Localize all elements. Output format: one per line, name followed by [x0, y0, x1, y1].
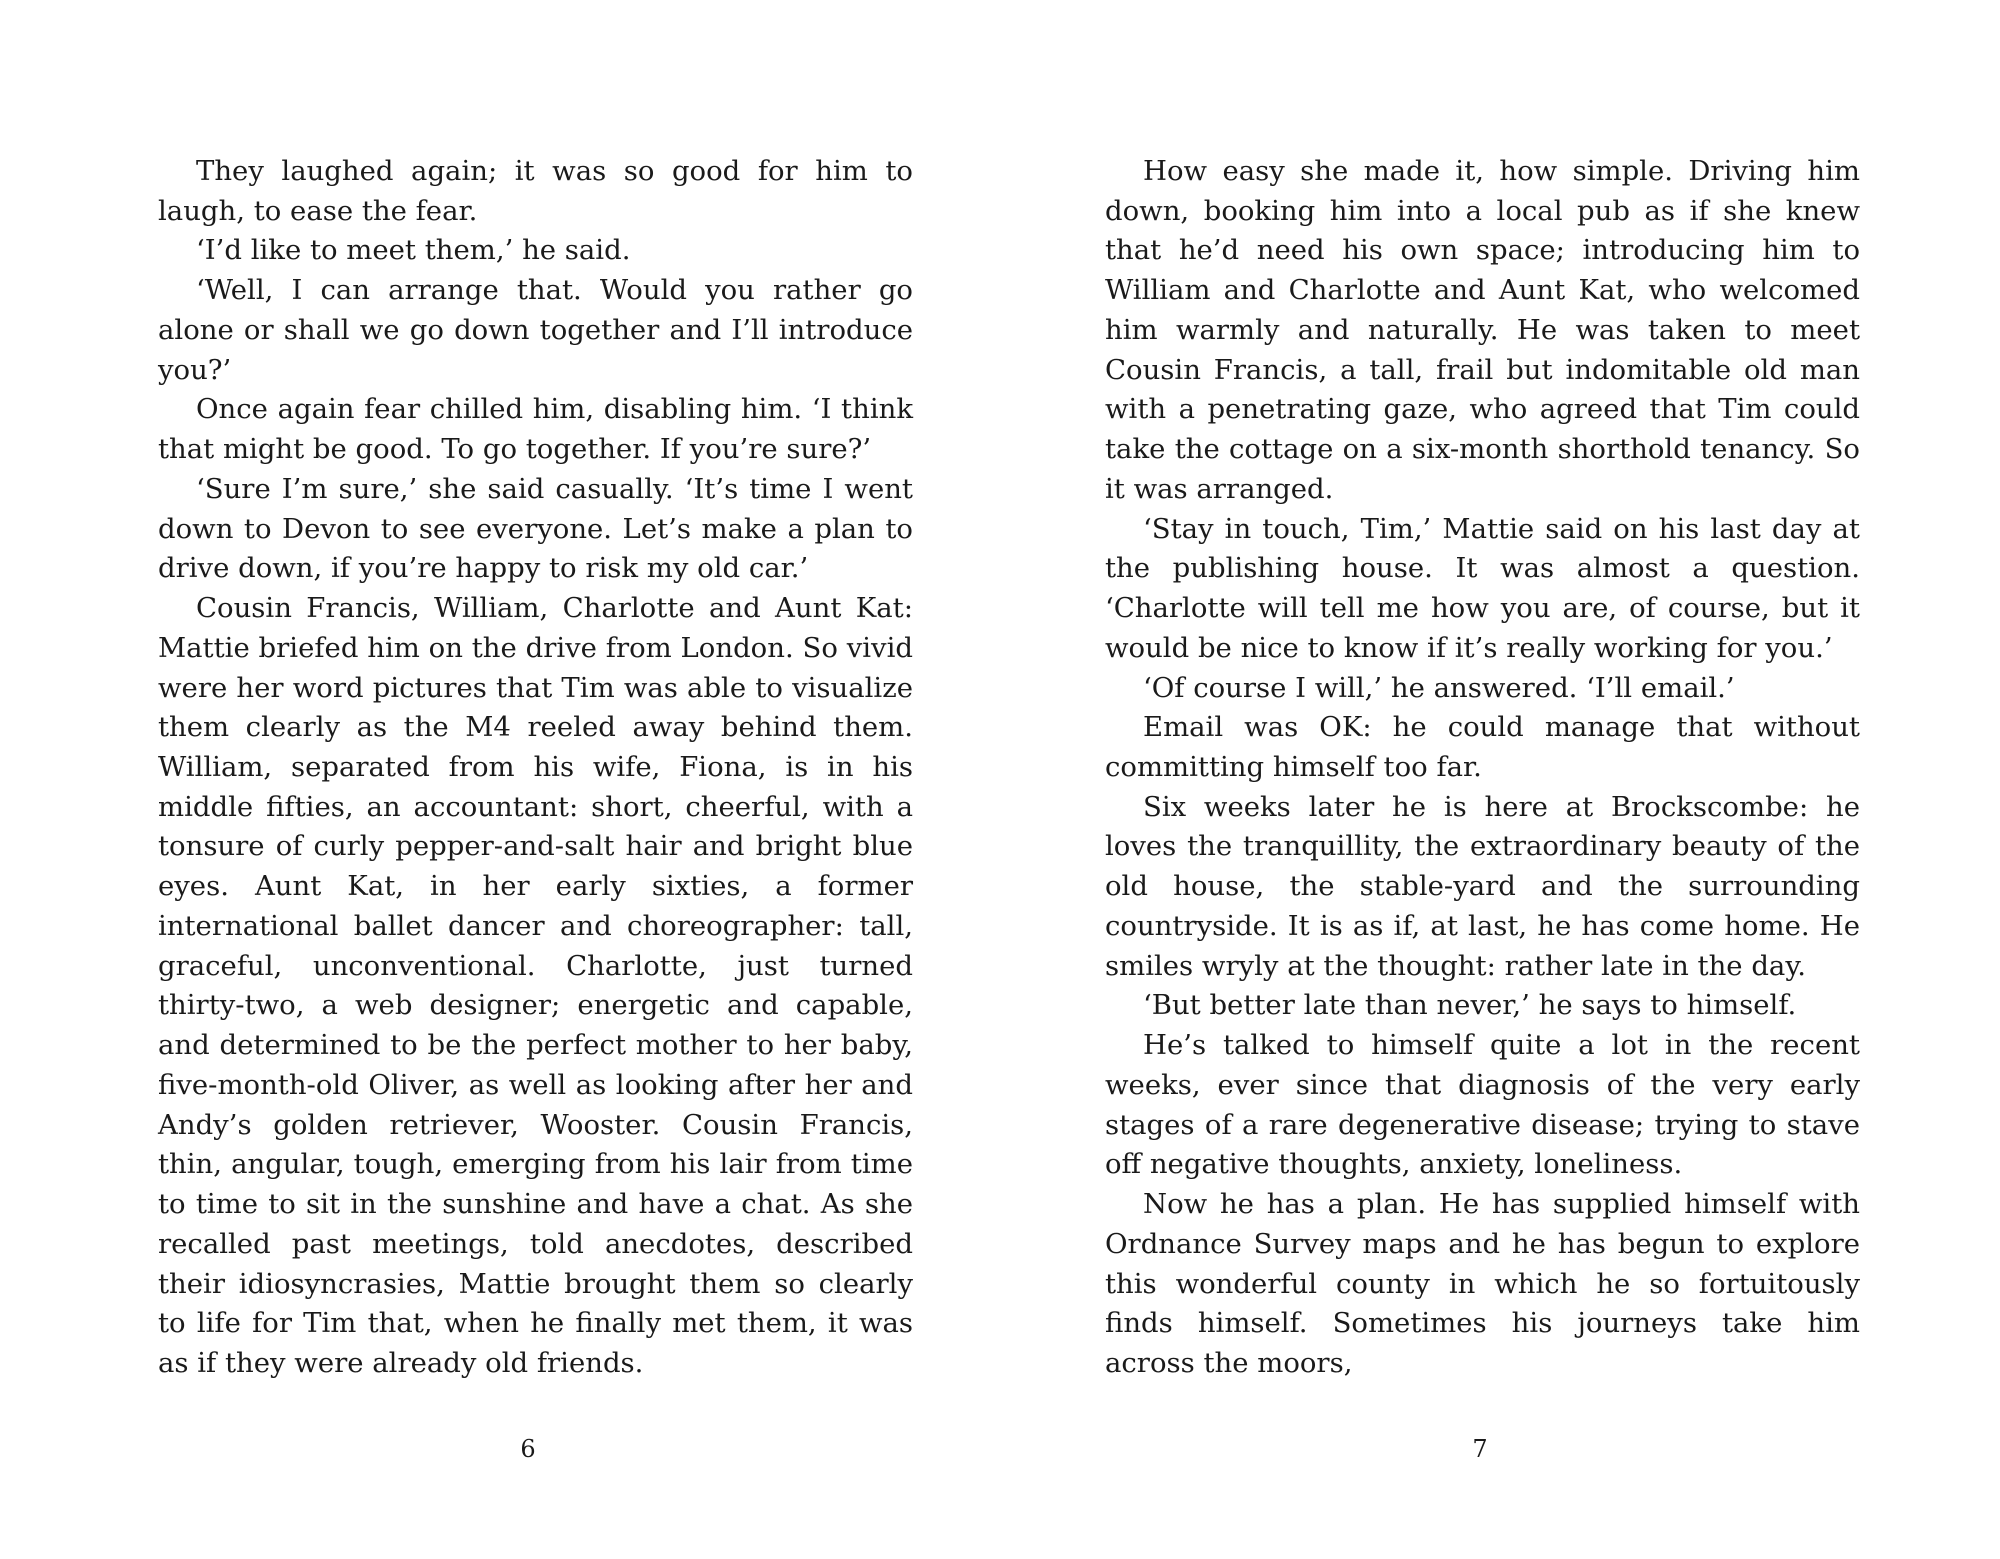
paragraph: Now he has a plan. He has supplied himself with Ordnance Survey maps and he has begun to explore this wonderful county in which he so fortuitously finds himself. Sometimes his journeys take him across the moors,	[1105, 1188, 1860, 1380]
paragraph: ‘But better late than never,’ he says to himself.	[1143, 989, 1797, 1022]
paragraph: Once again fear chilled him, disabling him. ‘I think that might be good. To go together. If you’re sure?’	[158, 393, 913, 466]
paragraph: How easy she made it, how simple. Driving him down, booking him into a local pub as if she knew that he’d need his own space; introducing him to William and Charlotte and Aunt Kat, who welcomed him warmly and naturally. He was taken to meet Cousin Francis, a tall, frail but indomitable old man with a penetrating gaze, who agreed that Tim could take the cottage on a six-month shorthold tenancy. So it was arranged.	[1105, 155, 1860, 505]
paragraph: He’s talked to himself quite a lot in the recent weeks, ever since that diagnosis of the very early stages of a rare degenerative disease; trying to stave off negative thoughts, anxiety, loneliness.	[1105, 1029, 1860, 1181]
paragraph: Cousin Francis, William, Charlotte and Aunt Kat: Mattie briefed him on the drive from London. So vivid were her word pictures that Tim was able to visualize them clearly as the M4 reeled away behind them. William, separated from his wife, Fiona, is in his middle fifties, an accountant: short, cheerful, with a tonsure of curly pepper-and-salt hair and bright blue eyes. Aunt Kat, in her early sixties, a former international ballet dancer and choreographer: tall, graceful, unconventional. Charlotte, just turned thirty-two, a web designer; energetic and capable, and determined to be the perfect mother to her baby, five-month-old Oliver, as well as looking after her and Andy’s golden retriever, Wooster. Cousin Francis, thin, angular, tough, emerging from his lair from time to time to sit in the sunshine and have a chat. As she recalled past meetings, told anecdotes, described their idiosyncrasies, Mattie brought them so clearly to life for Tim that, when he finally met them, it was as if they were already old friends.	[158, 592, 913, 1380]
paragraph: They laughed again; it was so good for him to laugh, to ease the fear.	[158, 155, 913, 227]
left-page	[158, 152, 913, 1384]
paragraph: ‘Of course I will,’ he answered. ‘I’ll email.’	[1143, 671, 1735, 704]
paragraph: ‘Sure I’m sure,’ she said casually. ‘It’s time I went down to Devon to see everyone. Let’s make a plan to drive down, if you’re happy to risk my old car.’	[158, 472, 913, 585]
page-number-right: 7	[1472, 1435, 1488, 1463]
paragraph: ‘Stay in touch, Tim,’ Mattie said on his last day at the publishing house. It was almost a question. ‘Charlotte will tell me how you are, of course, but it would be nice to know if it’s really working for you.’	[1105, 512, 1860, 664]
right-page	[1105, 152, 1860, 1384]
paragraph: ‘I’d like to meet them,’ he said.	[196, 234, 631, 267]
page-number-left: 6	[520, 1435, 536, 1463]
paragraph: ‘Well, I can arrange that. Would you rather go alone or shall we go down together and I’ll introduce you?’	[158, 274, 913, 386]
paragraph: Six weeks later he is here at Brockscombe: he loves the tranquillity, the extraordinary beauty of the old house, the stable-yard and the surrounding countryside. It is as if, at last, he has come home. He smiles wryly at the thought: rather late in the day.	[1105, 790, 1860, 982]
paragraph: Email was OK: he could manage that without committing himself too far.	[1105, 711, 1860, 784]
